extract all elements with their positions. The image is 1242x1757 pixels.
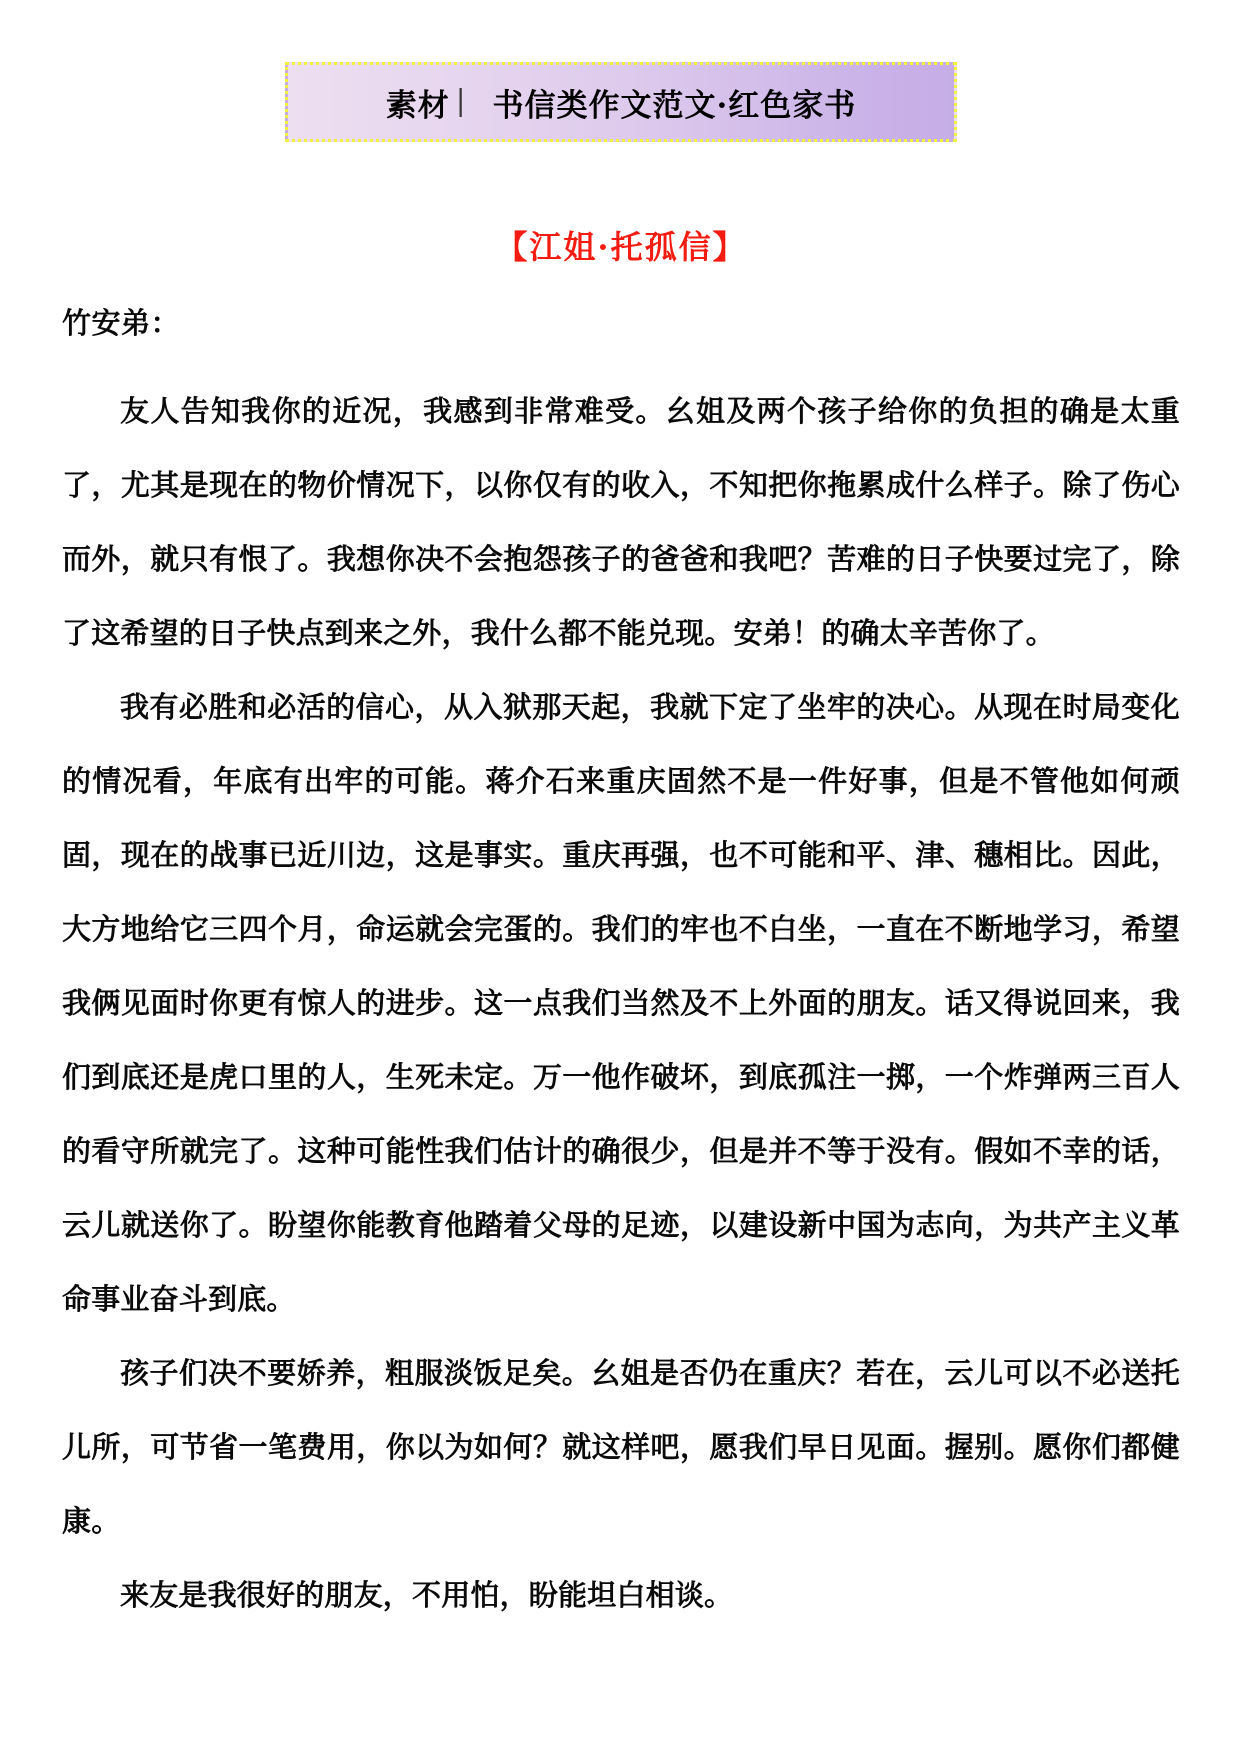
header-banner-title <box>386 80 857 125</box>
letter-paragraph: 我有必胜和必活的信心，从入狱那天起，我就下定了坐牢的决心。从现在时局变化的情况看，年底有出牢的可能。蒋介石来重庆固然不是一件好事，但是不管他如何顽固，现在的战事已近川边，这是事实。重庆再强，也不可能和平、津、穗相比。因此，大方地给它三四个月，命运就会完蛋的。我们的牢也不白坐，一直在不断地学习，希望我俩见面时你更有惊人的进步。这一点我们当然及不上外面的朋友。话又得说回来，我们到底还是虎口里的人，生死未定。万一他作破坏，到底孤注一掷，一个炸弹两三百人的看守所就完了。这种可能性我们估计的确很少，但是并不等于没有。假如不幸的话，云儿就送你了。盼望你能教育他踏着父母的足迹，以建设新中国为志向，为共产主义革命事业奋斗到底。 <box>62 690 1180 1316</box>
letter-paragraph: 孩子们决不要娇养，粗服淡饭足矣。幺姐是否仍在重庆？若在，云儿可以不必送托儿所，可节省一笔费用，你以为如何？就这样吧，愿我们早日见面。握别。愿你们都健康。 <box>62 1356 1180 1538</box>
letter-body <box>62 300 1180 1632</box>
banner-divider: | <box>455 83 467 117</box>
section-title: 【江姐·托孤信】 <box>495 228 747 266</box>
letter-paragraph: 友人告知我你的近况，我感到非常难受。幺姐及两个孩子给你的负担的确是太重了，尤其是现在的物价情况下，以你仅有的收入，不知把你拖累成什么样子。除了伤心而外，就只有恨了。我想你决不会抱怨孩子的爸爸和我吧？苦难的日子快要过完了，除了这希望的日子快点到来之外，我什么都不能兑现。安弟！的确太辛苦你了。 <box>62 394 1180 650</box>
letter-salutation: 竹安弟： <box>62 306 181 340</box>
letter-paragraph: 来友是我很好的朋友，不用怕，盼能坦白相谈。 <box>120 1578 734 1612</box>
header-banner-container <box>0 62 1242 142</box>
banner-label-prefix: 素材 <box>385 87 450 124</box>
banner-label-main: 书信类作文范文·红色家书 <box>492 87 857 124</box>
header-banner <box>285 62 957 142</box>
